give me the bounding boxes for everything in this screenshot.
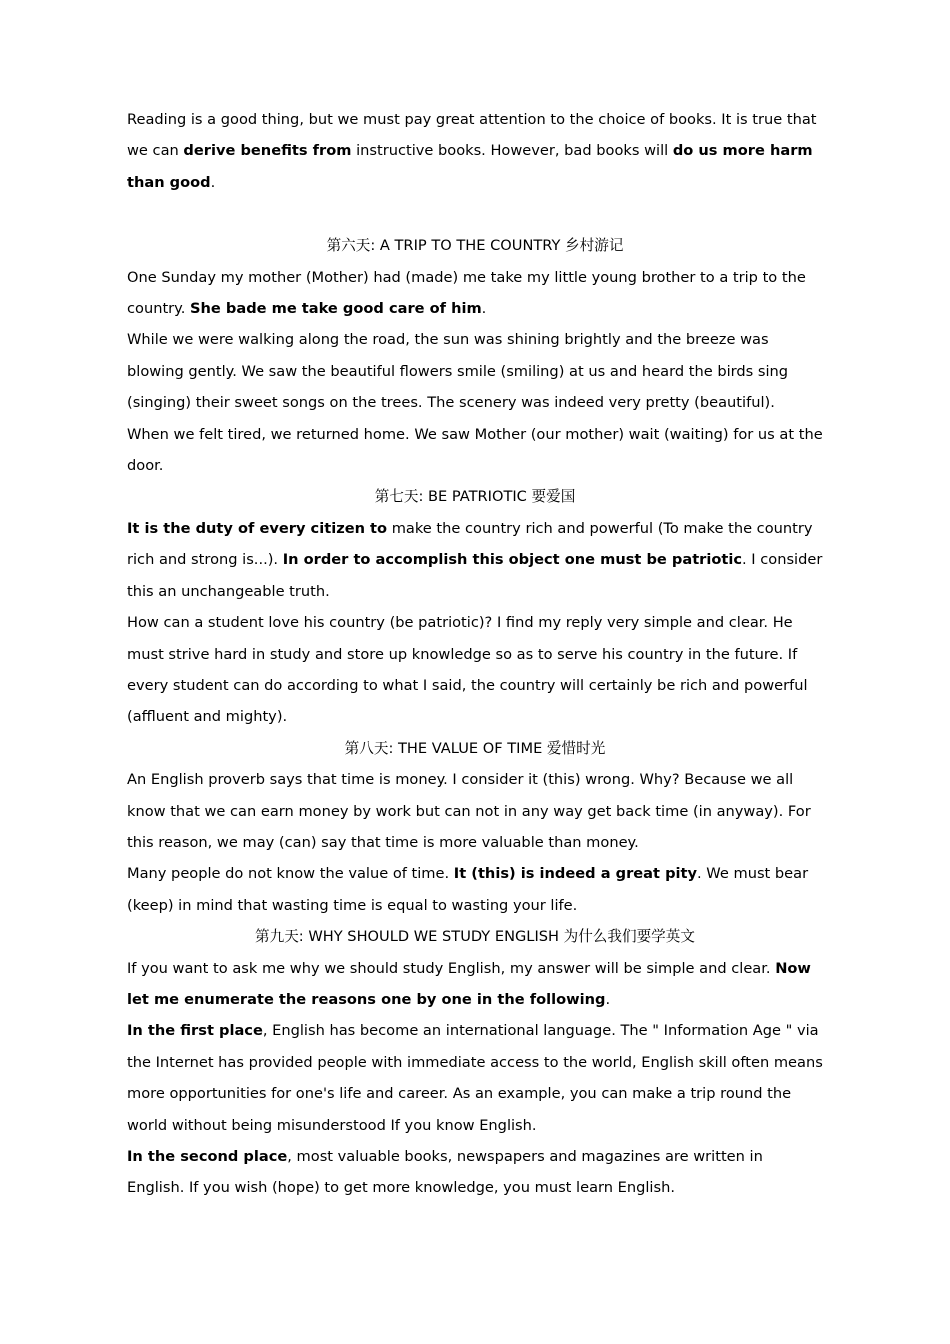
- section-title-day6: 第六天: A TRIP TO THE COUNTRY 乡村游记: [326, 237, 624, 255]
- day8-paragraph-1: An English proverb says that time is money. I consider it (this) wrong. Why? Because we all know that we can earn money by work but can not in any way get back time (in anyway). For this reason, we may (can) say that time is more valuable than money.: [127, 771, 811, 851]
- day7-paragraph-1: [127, 513, 823, 607]
- section-title-day8: 第八天: THE VALUE OF TIME 爱惜时光: [344, 739, 606, 757]
- text-run: , English has become an international language. The " Information Age " via the Internet has provided people with immediate access to the world, English skill often means more opportunities for one's life and career. As an example, you can make a trip round the world without being misunderstood If you know English.: [127, 1022, 823, 1134]
- bold-phrase: In order to accomplish this object one must be patriotic: [282, 551, 743, 569]
- text-run: .: [210, 173, 216, 191]
- day8-paragraph-2: [127, 858, 823, 921]
- bold-phrase: It is the duty of every citizen to: [127, 519, 388, 537]
- day6-paragraph-1: [127, 262, 823, 325]
- text-run: One Sunday my mother (Mother) had (made) me take my little young brother to a trip to the country.: [127, 268, 806, 318]
- text-run: . We must bear (keep) in mind that wasting time is equal to wasting your life.: [127, 865, 809, 914]
- day9-paragraph-1: [127, 953, 823, 1016]
- text-run: .: [481, 300, 487, 318]
- text-run: , most valuable books, newspapers and magazines are written in English. If you wish (hope) to get more knowledge, you must learn English.: [127, 1148, 763, 1197]
- bold-phrase: In the first place: [127, 1022, 263, 1040]
- bold-phrase: derive benefits from: [183, 142, 352, 160]
- section-title-day9: 第九天: WHY SHOULD WE STUDY ENGLISH 为什么我们要学英文: [255, 928, 695, 946]
- section-title-day7: 第七天: BE PATRIOTIC 要爱国: [374, 488, 576, 506]
- day6-paragraph-3: When we felt tired, we returned home. We saw Mother (our mother) wait (waiting) for us at the door.: [127, 425, 823, 475]
- text-run: If you want to ask me why we should study English, my answer will be simple and clear.: [127, 959, 776, 977]
- day6-paragraph-2: While we were walking along the road, the sun was shining brightly and the breeze was blowing gently. We saw the beautiful flowers smile (smiling) at us and heard the birds sing (singing) their sweet songs on the trees. The scenery was indeed very pretty (beautiful).: [127, 331, 789, 412]
- document-page: [127, 104, 823, 1204]
- day9-paragraph-3: [127, 1141, 823, 1204]
- bold-phrase: It (this) is indeed a great pity: [453, 865, 698, 883]
- bold-phrase: do us more harm than good: [127, 142, 813, 191]
- text-run: instructive books. However, bad books will: [351, 142, 673, 160]
- intro-paragraph: [127, 104, 823, 198]
- text-run: .: [605, 990, 611, 1008]
- day7-paragraph-2: How can a student love his country (be patriotic)? I find my reply very simple and clear. He must strive hard in study and store up knowledge so as to serve his country in the future. If every student can do according to what I said, the country will certainly be rich and powerful (affluent and mighty).: [127, 614, 808, 726]
- text-run: make the country rich and powerful (To make the country rich and strong is...).: [127, 519, 813, 569]
- text-run: . I consider this an unchangeable truth.: [127, 551, 823, 600]
- text-run: Many people do not know the value of time.: [127, 865, 454, 883]
- bold-phrase: In the second place: [127, 1148, 288, 1165]
- spacer: [127, 198, 823, 230]
- text-run: Reading is a good thing, but we must pay great attention to the choice of books. It is true that we can: [127, 111, 817, 160]
- day9-paragraph-2: [127, 1015, 823, 1141]
- bold-phrase: She bade me take good care of him: [190, 300, 482, 318]
- bold-phrase: Now let me enumerate the reasons one by one in the following: [127, 959, 811, 1008]
